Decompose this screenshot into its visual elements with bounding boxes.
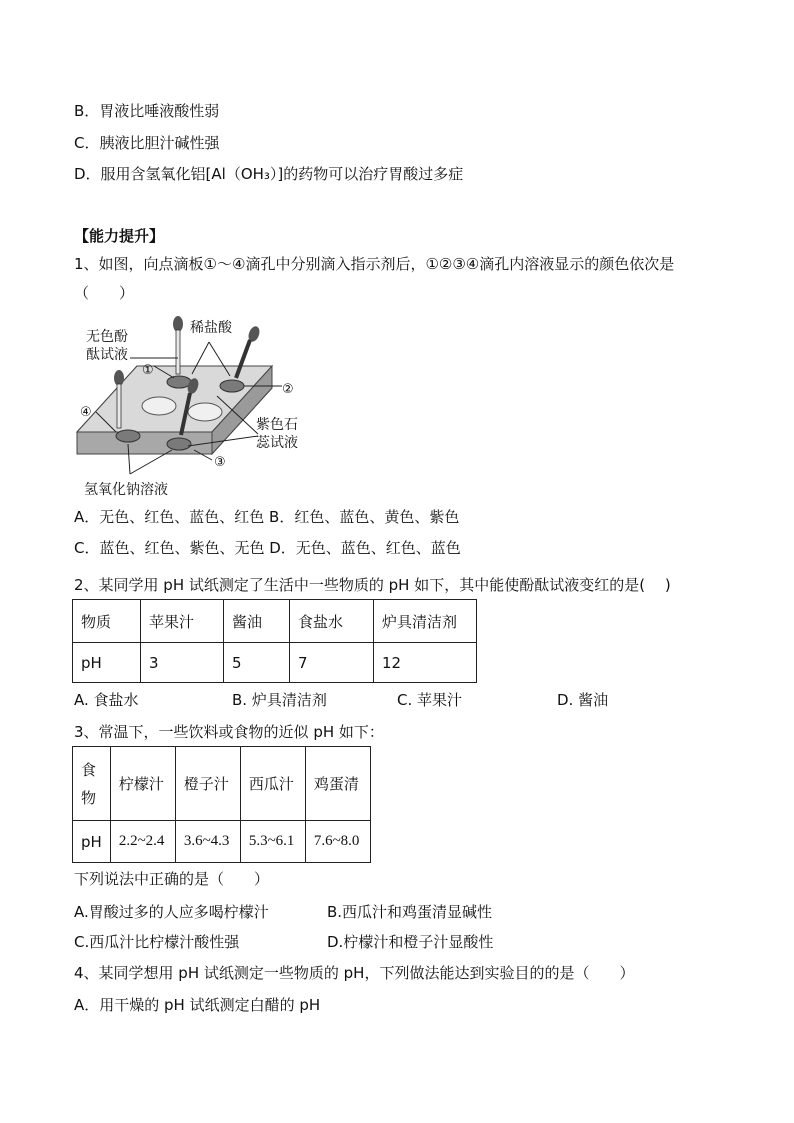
section-title: 【能力提升】 [74,227,165,245]
q4-stem: 4、某同学想用 pH 试纸测定一些物质的 pH，下列做法能达到实验目的的是（ ） [74,964,635,982]
q2-td: 5 [224,643,290,683]
q1-options-ab: A．无色、红色、蓝色、红色 B．红色、蓝色、黄色、紫色 [74,508,460,526]
q3-td: pH [73,821,111,863]
q3-th: 橙子汁 [175,747,240,821]
label-litmus-2: 蕊试液 [256,435,298,451]
label-hcl: 稀盐酸 [190,320,232,336]
q1-options-cd: C．蓝色、红色、紫色、无色 D．无色、蓝色、红色、蓝色 [74,539,461,557]
q3-td: 7.6~8.0 [305,821,370,863]
label-phenolphthalein-2: 酞试液 [86,347,128,363]
q2-table [72,599,477,683]
q3-td: 5.3~6.1 [240,821,305,863]
label-n2: ② [282,382,294,397]
q3-th-food [73,747,111,821]
spot-plate-figure [72,304,302,496]
label-phenolphthalein-1: 无色酚 [86,329,128,345]
q2-td: 7 [290,643,374,683]
well-3 [167,438,191,450]
q2-td: 3 [141,643,224,683]
option-b-prev: B．胃液比唾液酸性弱 [74,102,220,120]
q2-td: 12 [374,643,477,683]
dropper-1 [173,316,183,374]
label-n3: ③ [214,455,226,470]
well-2 [220,380,244,392]
option-c-prev: C．胰液比胆汁碱性强 [74,134,220,152]
q3-th-food-1: 食 [81,760,97,779]
q2-th: 食盐水 [290,600,374,643]
q3-option-c: C.西瓜汁比柠檬汁酸性强 [74,933,240,951]
q2-th: 物质 [73,600,141,643]
q3-th-food-2: 物 [81,788,97,807]
q2-td: pH [73,643,141,683]
q3-th: 鸡蛋清 [305,747,370,821]
well-4 [116,430,140,442]
q2-stem: 2、某同学用 pH 试纸测定了生活中一些物质的 pH 如下，其中能使酚酞试液变红的是( ) [74,576,671,594]
q3-option-d: D.柠檬汁和橙子汁显酸性 [327,933,494,951]
q3-th: 柠檬汁 [110,747,175,821]
q2-th: 苹果汁 [141,600,224,643]
label-litmus-1: 紫色石 [256,417,298,433]
option-d-prev: D．服用含氢氧化铝[Al（OH₃）]的药物可以治疗胃酸过多症 [74,165,464,183]
q2-option-c: C. 苹果汁 [397,691,463,709]
q3-th: 西瓜汁 [240,747,305,821]
q1-stem-blank: （ ） [74,284,135,302]
label-naoh: 氢氧化钠溶液 [84,482,168,496]
q1-stem: 1、如图，向点滴板①～④滴孔中分别滴入指示剂后，①②③④滴孔内溶液显示的颜色依次是 [74,255,675,273]
q2-table-data-row [73,643,477,683]
q2-table-header-row [73,600,477,643]
label-n4: ④ [80,405,92,420]
label-n1: ① [142,363,154,378]
q4-option-a: A．用干燥的 pH 试纸测定白醋的 pH [74,996,321,1014]
q2-option-a: A. 食盐水 [74,691,139,709]
q2-th: 酱油 [224,600,290,643]
q3-prompt: 下列说法中正确的是（ ） [74,870,270,888]
q3-option-a: A.胃酸过多的人应多喝柠檬汁 [74,903,269,921]
q3-td: 3.6~4.3 [175,821,240,863]
q3-table-data-row [73,821,371,863]
q2-th: 炉具清洁剂 [374,600,477,643]
q3-table [72,746,371,863]
q3-td: 2.2~2.4 [110,821,175,863]
q3-option-b: B.西瓜汁和鸡蛋清显碱性 [327,903,493,921]
q3-stem: 3、常温下，一些饮料或食物的近似 pH 如下： [74,723,384,741]
well-1 [167,376,191,388]
q2-option-b: B. 炉具清洁剂 [232,691,327,709]
q3-table-header-row [73,747,371,821]
q2-option-d: D. 酱油 [557,691,609,709]
